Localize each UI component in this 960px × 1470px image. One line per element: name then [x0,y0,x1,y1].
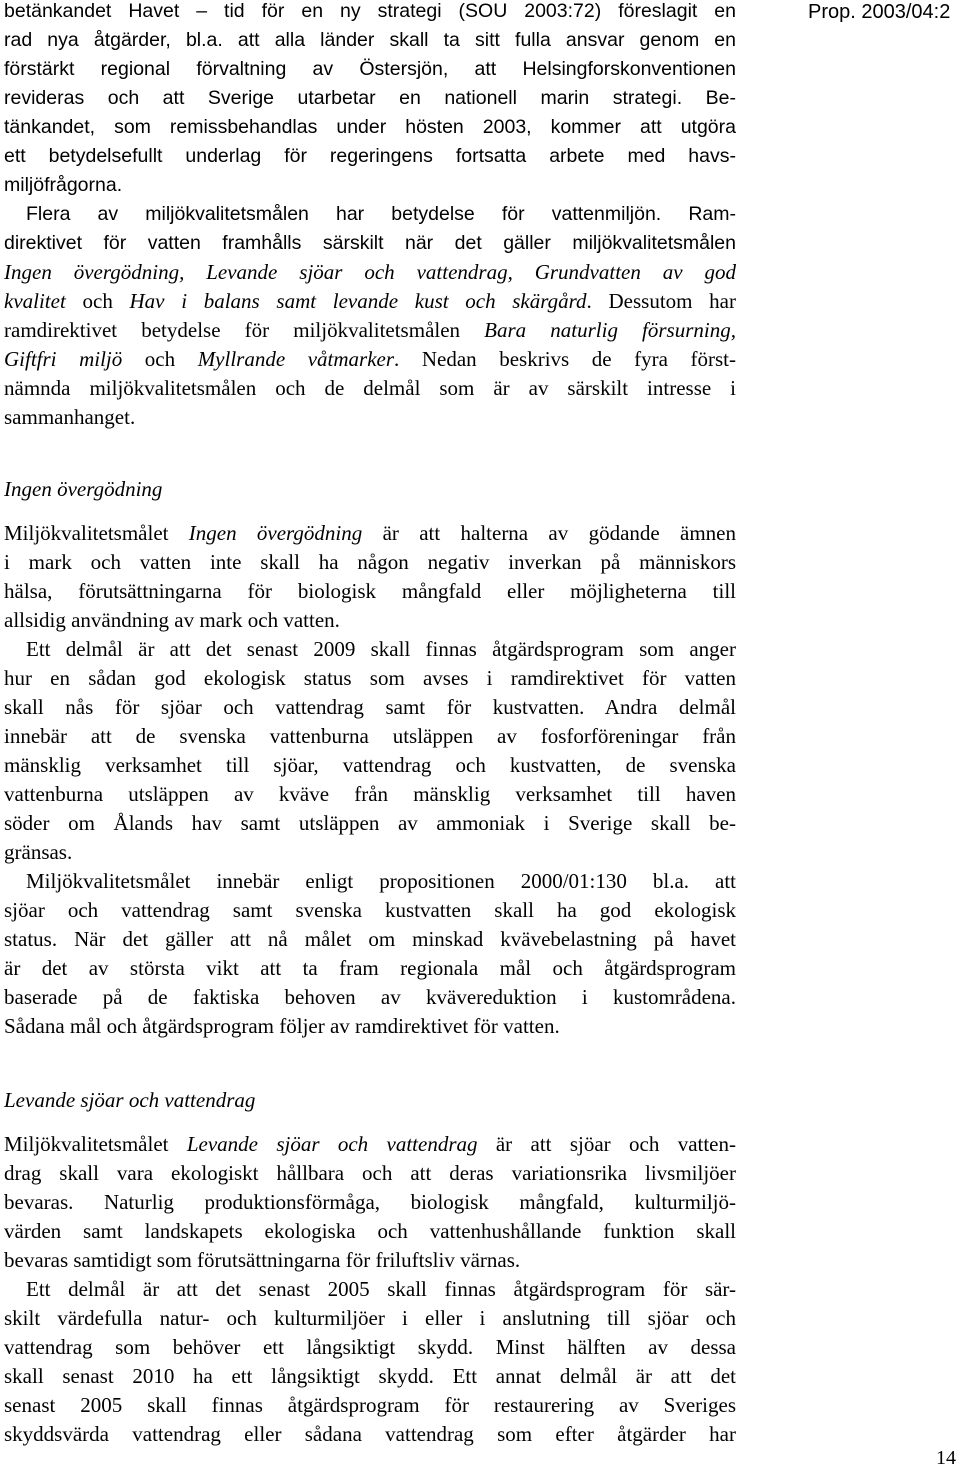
text-line [4,1160,736,1190]
text-line [4,752,736,782]
text-segment: är att halterna av gödande ämnen [362,521,736,545]
text-line [4,839,736,869]
text-line [4,984,736,1014]
text-line [4,1334,736,1364]
text-line [4,288,736,318]
text-segment: ramdirektivet betydelse för miljökvalitetsmålen [4,318,485,342]
text-line [4,0,736,28]
text-segment: status. När det gäller att nå målet om minskad kvävebelastning på havet [4,927,736,951]
text-segment: förstärkt regional förvaltning av Östersjön, att Helsingforskonventionen [4,58,736,80]
text-segment: Ingen övergödning [4,477,163,501]
text-line [4,114,736,144]
text-segment: sjöar och vattendrag samt svenska kustvatten skall ha god ekologisk [4,898,736,922]
text-line [4,172,736,202]
text-line [4,1189,736,1219]
text-line [4,1218,736,1248]
text-line [4,404,736,434]
text-segment: senast 2005 skall finnas åtgärdsprogram för restaurering av Sveriges [4,1393,736,1417]
text-line [4,375,736,405]
text-line [4,781,736,811]
text-line [4,520,736,550]
text-line [4,694,736,724]
text-segment: och [65,289,130,313]
text-line [4,868,736,898]
text-line [4,85,736,115]
text-segment: bevaras samtidigt som förutsättningarna för friluftsliv värnas. [4,1248,521,1272]
text-segment: baserade på de faktiska behoven av kvävereduktion i kustområdena. [4,985,736,1009]
text-line [4,259,736,289]
text-segment: Sådana mål och åtgärdsprogram följer av ramdirektivet för vatten. [4,1014,560,1038]
text-segment: söder om Ålands hav samt utsläppen av ammoniak i Sverige skall be- [4,811,736,835]
text-line [4,230,736,260]
text-segment: hur en sådan god ekologisk status som avses i ramdirektivet för vatten [4,666,736,690]
text-line [4,143,736,173]
emphasized-text: Ingen övergödning, Levande sjöar och vattendrag, Grundvatten av god [4,260,736,284]
text-line [4,665,736,695]
text-segment: rad nya åtgärder, bl.a. att alla länder skall ta sitt fulla ansvar genom en [4,29,736,51]
text-segment: drag skall vara ekologiskt hållbara och att deras variationsrika livsmiljöer [4,1161,736,1185]
text-segment: värden samt landskapets ekologiska och vattenhushållande funktion skall [4,1219,736,1243]
emphasized-text: Levande sjöar och vattendrag [186,1132,478,1156]
text-segment: . Dessutom har [586,289,736,313]
text-line [4,1363,736,1393]
text-segment: . Nedan beskrivs de fyra först- [394,347,736,371]
text-line [4,317,736,347]
text-segment: Miljökvalitetsmålet [4,1132,187,1156]
text-line [4,810,736,840]
text-line [4,1247,736,1277]
emphasized-text: Giftfri miljö [4,347,123,371]
text-segment: Miljökvalitetsmålet [4,521,189,545]
text-segment: miljöfrågorna. [4,174,123,196]
text-segment: allsidig användning av mark och vatten. [4,608,340,632]
emphasized-text: Bara naturlig försurning, [484,318,736,342]
text-segment: är det av största vikt att ta fram regionala mål och åtgärdsprogram [4,956,736,980]
text-line [4,1305,736,1335]
text-segment: direktivet för vatten framhålls särskilt när det gäller miljökvalitetsmålen [4,232,736,254]
text-line [4,636,736,666]
emphasized-text: Ingen övergödning [188,521,363,545]
text-segment: är att sjöar och vatten- [477,1132,736,1156]
text-line [4,1276,736,1306]
text-segment: bevaras. Naturlig produktionsförmåga, biologisk mångfald, kulturmiljö- [4,1190,736,1214]
text-segment: ett betydelsefullt underlag för regeringens fortsatta arbete med havs- [4,145,736,167]
text-segment: Ett delmål är att det senast 2009 skall finnas åtgärdsprogram som anger [26,637,736,661]
text-line [4,1392,736,1422]
text-segment: mänsklig verksamhet till sjöar, vattendrag och kustvatten, de svenska [4,753,736,777]
text-segment: gränsas. [4,840,73,864]
text-line [4,1013,736,1043]
text-line [4,201,736,231]
proposition-reference: Prop. 2003/04:2 [808,1,951,23]
text-line [4,723,736,753]
text-segment: revideras och att Sverige utarbetar en nationell marin strategi. Be- [4,87,736,109]
text-line [4,346,736,376]
text-line [4,1421,736,1451]
text-segment: skall senast 2010 ha ett långsiktigt skydd. Ett annat delmål är att det [4,1364,736,1388]
text-line [4,549,736,579]
text-line [4,578,736,608]
text-segment: innebär att de svenska vattenburna utsläppen av fosforföreningar från [4,724,736,748]
text-segment: Flera av miljökvalitetsmålen har betydelse för vattenmiljön. Ram- [26,203,736,225]
section-heading [4,1087,736,1117]
text-segment: skyddsvärda vattendrag eller sådana vattendrag som efter åtgärder har [4,1422,736,1446]
text-line [4,897,736,927]
text-segment: nämnda miljökvalitetsmålen och de delmål som är av särskilt intresse i [4,376,736,400]
text-segment: hälsa, förutsättningarna för biologisk mångfald eller möjligheterna till [4,579,736,603]
text-segment: skilt värdefulla natur- och kulturmiljöer i eller i anslutning till sjöar och [4,1306,736,1330]
text-line [4,56,736,86]
text-line [4,926,736,956]
text-segment: vattendrag som behöver ett långsiktigt skydd. Minst hälften av dessa [4,1335,736,1359]
emphasized-text: Myllrande våtmarker [197,347,395,371]
text-segment: Ett delmål är att det senast 2005 skall finnas åtgärdsprogram för sär- [26,1277,736,1301]
emphasized-text: Hav i balans samt levande kust och skärgård [129,289,587,313]
text-segment: skall nås för sjöar och vattendrag samt för kustvatten. Andra delmål [4,695,736,719]
text-segment: och [122,347,198,371]
text-segment: Miljökvalitetsmålet innebär enligt propositionen 2000/01:130 bl.a. att [26,869,736,893]
text-segment: vattenburna utsläppen av kväve från mänsklig verksamhet till haven [4,782,736,806]
text-line [4,1131,736,1161]
text-line [4,955,736,985]
text-line [4,27,736,57]
page-number: 14 [936,1447,956,1469]
text-segment: i mark och vatten inte skall ha någon negativ inverkan på människors [4,550,736,574]
text-segment: sammanhanget. [4,405,136,429]
text-line [4,607,736,637]
section-heading [4,476,736,506]
text-segment: betänkandet Havet – tid för en ny strategi (SOU 2003:72) föreslagit en [4,0,736,22]
text-segment: Levande sjöar och vattendrag [4,1088,256,1112]
emphasized-text: kvalitet [4,289,66,313]
text-segment: tänkandet, som remissbehandlas under hösten 2003, kommer att utgöra [4,116,736,138]
